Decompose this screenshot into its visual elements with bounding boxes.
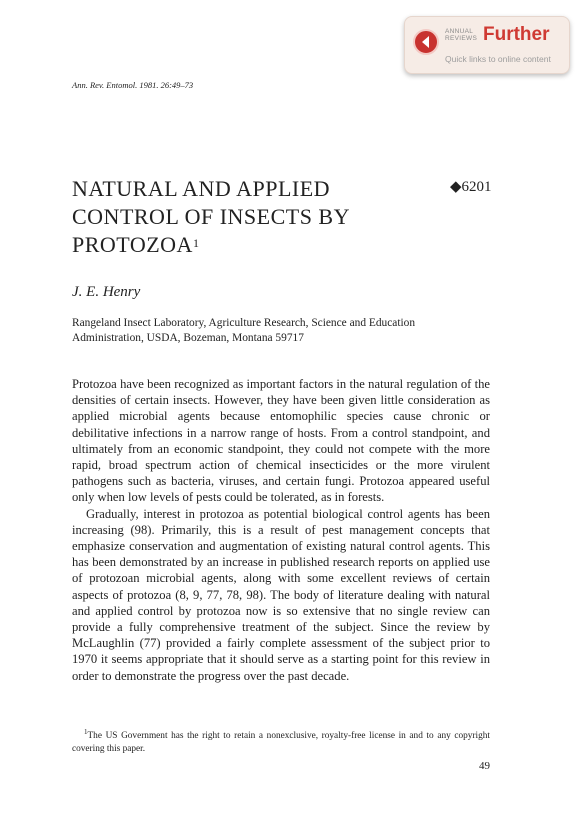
- banner-subtitle: Quick links to online content: [445, 54, 551, 64]
- publisher-name: ANNUAL REVIEWS: [445, 28, 478, 42]
- footnote: $^1$The US Government has the right to retain a nonexclusive, royalty-free license in and to any copyright covering this paper.: [72, 728, 490, 755]
- brand-label: Further: [483, 24, 550, 45]
- play-icon: [413, 29, 439, 55]
- page-number: 49: [479, 760, 490, 772]
- paragraph: Gradually, interest in protozoa as potential biological control agents has been increasing (98). Primarily, this is a result of pest management concepts that emphasize conservation and augmentation of existing natural control agents. This has been demonstrated by an increase in published research reports on applied use of protozoan microbial agents, along with some excellent reviews of certain aspects of protozoa (8, 9, 77, 78, 98). The body of literature dealing with natural and applied control by protozoa now is so extensive that no single review can provide a fully comprehensive treatment of the subject. Since the review by McLaughlin (77) provided a fairly complete assessment of the subject prior to 1970 it seems appropriate that it should serve as a starting point for this review in order to demonstrate the progress over the past decade.: [72, 506, 490, 683]
- paragraph: Protozoa have been recognized as important factors in the natural regulation of the densities of certain insects. However, they have been given little consideration as applied microbial agents because entomophilic species cause chronic or debilitative infections in a narrow range of hosts. From a control standpoint, and ultimately from an economic standpoint, they could not compete with the more rapid, broad spectrum action of chemical insecticides or the more virulent pathogens such as bacteria, viruses, and certain fungi. Protozoa appeared useful only when low levels of pests could be tolerated, as in forests.: [72, 377, 490, 505]
- further-banner[interactable]: [404, 16, 570, 74]
- article-title: NATURAL AND APPLIED CONTROL OF INSECTS BY PROTOZOA$^1$: [72, 176, 350, 257]
- author-affiliation: Rangeland Insect Laboratory, Agriculture Research, Science and Education Administration, USDA, Bozeman, Montana 59717: [72, 317, 416, 344]
- author-name: J. E. Henry: [72, 284, 141, 300]
- article-code: ◆6201: [450, 179, 492, 195]
- footnote-mark: 1: [84, 728, 88, 736]
- article-body: [72, 376, 490, 684]
- title-footnote-mark: 1: [192, 236, 200, 250]
- journal-citation: Ann. Rev. Entomol. 1981. 26:49–73: [72, 80, 194, 90]
